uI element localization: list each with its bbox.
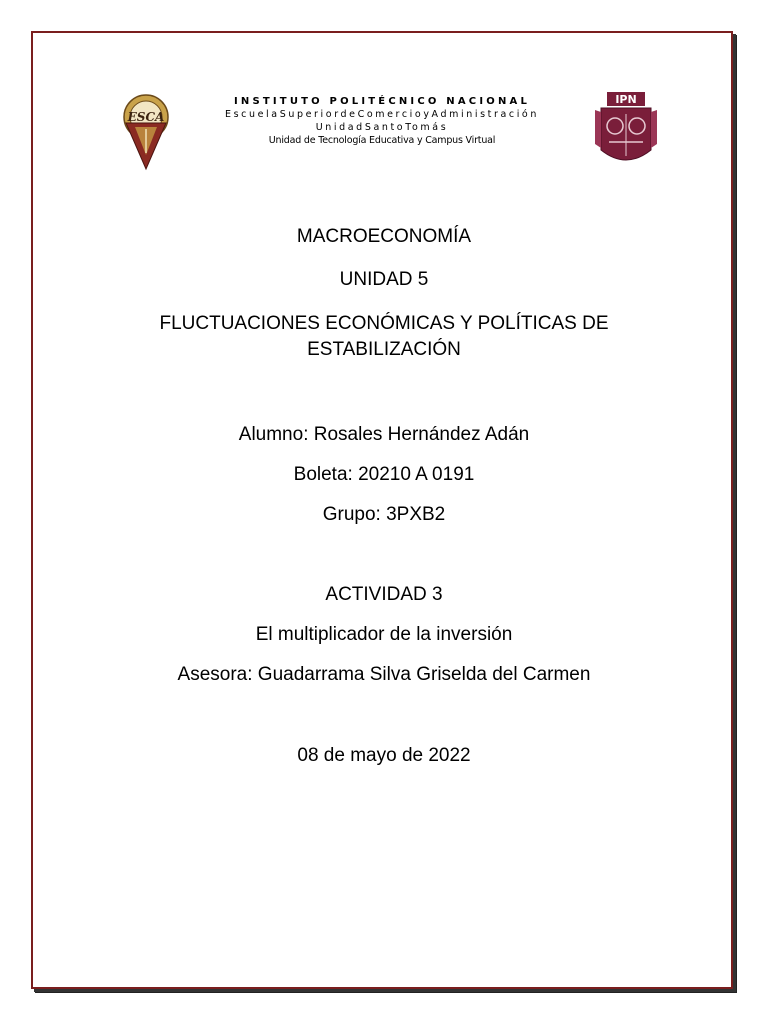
- activity-label: ACTIVIDAD 3: [325, 584, 443, 605]
- document-header: [0, 0, 768, 180]
- group-code: Grupo: 3PXB2: [322, 504, 446, 525]
- institution-name: INSTITUTO POLITÉCNICO NACIONAL: [233, 96, 531, 107]
- campus-name: UnidadSantoTomás: [315, 122, 449, 133]
- ipn-logo-icon: [593, 90, 659, 170]
- subject-title: MACROECONOMÍA: [296, 226, 472, 247]
- document-date: 08 de mayo de 2022: [297, 745, 471, 766]
- school-name: EscuelaSuperiordeComercioyAdministración: [225, 109, 539, 120]
- advisor-name: Asesora: Guadarrama Silva Griselda del Carmen: [177, 664, 591, 685]
- unit-name: Unidad de Tecnología Educativa y Campus Virtual: [268, 135, 496, 146]
- svg-text:ESCA: ESCA: [127, 110, 165, 124]
- boleta-number: Boleta: 20210 A 0191: [293, 464, 475, 485]
- unit-title: UNIDAD 5: [339, 269, 429, 290]
- student-name: Alumno: Rosales Hernández Adán: [238, 424, 530, 445]
- topic-title-line2: ESTABILIZACIÓN: [307, 339, 461, 360]
- esca-logo-icon: [117, 93, 175, 171]
- institution-block: [180, 95, 584, 147]
- svg-text:IPN: IPN: [615, 93, 637, 106]
- topic-title-line1: FLUCTUACIONES ECONÓMICAS Y POLÍTICAS DE: [159, 313, 609, 334]
- activity-title: El multiplicador de la inversión: [255, 624, 513, 645]
